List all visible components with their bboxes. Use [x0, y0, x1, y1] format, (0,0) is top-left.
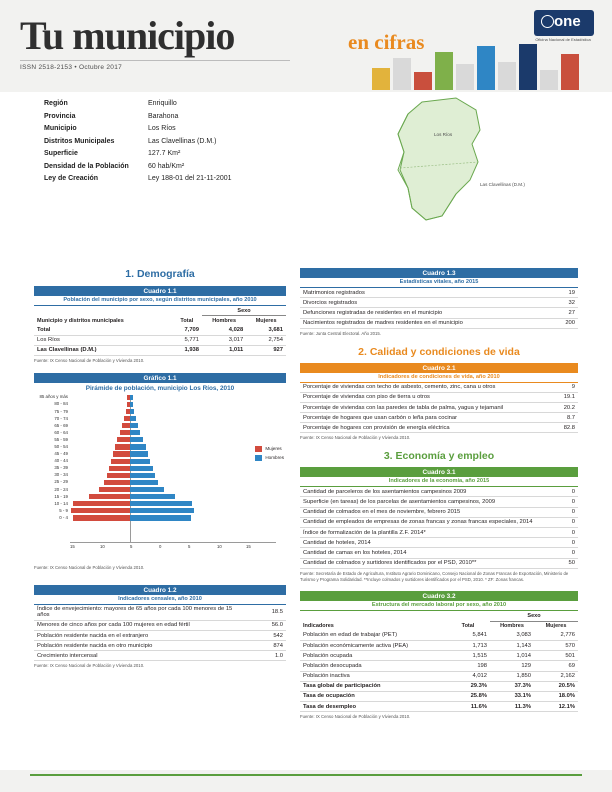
cell-label: Cantidad de parceleros de los asentamientos campesinos 2009: [300, 487, 542, 497]
map-shape: [330, 96, 580, 224]
pyramid-row: [34, 479, 286, 486]
identity-value: Ley 188-01 del 21-11-2001: [148, 175, 232, 182]
cuadro-1-1: [34, 286, 286, 364]
cell-value: 50: [542, 558, 578, 568]
identity-key: Distritos Municipales: [44, 137, 115, 145]
cell-value: 32: [540, 298, 578, 308]
legend-item-mujeres: [255, 446, 284, 452]
cell-hombres: 33.1%: [490, 691, 534, 701]
table-row: [34, 325, 286, 335]
cell-mujeres: 2,754: [246, 335, 286, 345]
identity-row: [44, 125, 294, 132]
bar-hombres: [130, 451, 148, 456]
table-row: [300, 308, 578, 318]
cell-value: 20.2: [540, 402, 578, 412]
logo-text: one: [554, 13, 581, 30]
table-row: [300, 691, 578, 701]
cuadro-1-1-table: [34, 306, 286, 356]
bar-mujeres: [104, 480, 130, 485]
identity-row: [44, 113, 294, 120]
pyramid-row: [34, 465, 286, 472]
pyramid-label: 75 - 79: [54, 408, 68, 414]
table-row: [300, 631, 578, 641]
pyramid-label: 55 - 59: [54, 436, 68, 442]
table-row: [34, 641, 286, 651]
identity-key: Densidad de la Población: [44, 162, 129, 170]
cuadro-2-1: [300, 363, 578, 442]
page-footer: [0, 770, 612, 792]
cuadro-1-2-source: Fuente: IX Censo Nacional de Población y Vivienda 2010.: [34, 663, 145, 669]
cuadro-3-2-source: Fuente: IX Censo Nacional de Población y Vivienda 2010.: [300, 714, 411, 720]
cell-value: 874: [246, 641, 286, 651]
pyramid-label: 0 - 4: [59, 514, 68, 520]
cell-hombres: 1,143: [490, 640, 534, 650]
table-row: [300, 288, 578, 298]
cell-label: Cantidad de colmados y surtidores identificados por el PSD, 2010**: [300, 558, 542, 568]
right-column: [300, 268, 578, 729]
cell-label: Tasa de desempleo: [300, 702, 446, 712]
cell-label: Crecimiento intercensal: [34, 651, 246, 661]
cell-label: Divorcios registrados: [300, 298, 540, 308]
pyramid-label: 10 - 14: [54, 500, 68, 506]
cell-mujeres: 927: [246, 345, 286, 355]
logo-caption: Oficina Nacional de Estadística: [535, 37, 591, 42]
cell-total: 1,515: [446, 651, 490, 661]
grafico-1-1-number: Gráfico 1.1: [34, 373, 286, 383]
xtick: 10: [100, 543, 105, 549]
table-row: [300, 528, 578, 538]
pyramid-row: [34, 493, 286, 500]
cell-total: 7,709: [172, 325, 202, 335]
legend-label-mujeres: Mujeres: [265, 446, 282, 452]
identity-key: Ley de Creación: [44, 175, 99, 182]
cell-hombres: 37.3%: [490, 681, 534, 691]
th-total: Total: [461, 623, 475, 630]
bar-hombres: [130, 494, 175, 499]
cuadro-1-3-title: Estadísticas vitales, año 2015: [300, 278, 578, 288]
cell-label: Índice de formalización de la plantilla Z.F. 2014*: [300, 528, 542, 538]
cell-label: Las Clavellinas (D.M.): [34, 345, 172, 355]
table-row: [300, 298, 578, 308]
cell-total: 29.3%: [446, 681, 490, 691]
cell-value: 18.5: [246, 605, 286, 621]
pyramid-legend: [255, 446, 284, 464]
cuadro-1-1-source: Fuente: IX Censo Nacional de Población y Vivienda 2010.: [34, 357, 145, 363]
table-row: [300, 413, 578, 423]
identity-value: Barahona: [148, 112, 179, 120]
identity-key: Provincia: [44, 112, 76, 120]
cell-value: 0: [542, 538, 578, 548]
table-row: [300, 538, 578, 548]
cell-value: 0: [542, 517, 578, 527]
cuadro-3-1-table: [300, 487, 578, 569]
cuadro-3-2-title: Estructura del mercado laboral por sexo, año 2010: [300, 601, 578, 611]
cuadro-2-1-source: Fuente: IX Censo Nacional de Población y Vivienda 2010.: [300, 435, 411, 441]
bar-hombres: [130, 395, 133, 400]
cell-label: Total: [34, 325, 172, 335]
section-heading-economia: 3. Economía y empleo: [383, 450, 495, 463]
cell-total: 198: [446, 661, 490, 671]
bar-hombres: [130, 501, 192, 506]
cell-total: 25.8%: [446, 691, 490, 701]
cell-mujeres: 69: [534, 661, 578, 671]
table-row: [300, 383, 578, 393]
pyramid-row: [34, 408, 286, 415]
table-row: [300, 671, 578, 681]
header-rule: [20, 60, 290, 61]
bar-hombres: [130, 437, 143, 442]
footer-rule: [30, 774, 582, 776]
pyramid-label: 50 - 54: [54, 443, 68, 449]
table-row: [300, 402, 578, 412]
pyramid-label: 85 años y más: [39, 394, 68, 400]
cell-value: 56.0: [246, 620, 286, 630]
pyramid-label: 65 - 69: [54, 422, 68, 428]
table-row: [34, 605, 286, 621]
cuadro-1-3-source: Fuente: Junta Central Electoral. Año 2015.: [300, 330, 381, 336]
identity-key: Superficie: [44, 150, 78, 157]
pyramid-row: [34, 394, 286, 401]
bar-hombres: [130, 459, 150, 464]
issn-text: ISSN 2518-2153 • Octubre 2017: [20, 64, 123, 71]
cuadro-3-1-number: Cuadro 3.1: [300, 467, 578, 477]
bar-hombres: [130, 515, 191, 520]
pyramid-label: 5 - 9: [59, 507, 68, 513]
pyramid-label: 30 - 34: [54, 472, 68, 478]
cell-value: 9: [540, 383, 578, 393]
th-sexo: Sexo: [202, 306, 286, 316]
cell-total: 11.6%: [446, 702, 490, 712]
cuadro-1-2-title: Indicadores censales, año 2010: [34, 595, 286, 605]
bar-hombres: [130, 444, 146, 449]
pyramid-row: [34, 401, 286, 408]
bar-hombres: [130, 409, 134, 414]
xtick: 0: [159, 543, 162, 549]
xtick: 15: [246, 543, 251, 549]
bar-hombres: [130, 480, 158, 485]
bar-mujeres: [73, 501, 131, 506]
th-indicadores: Indicadores: [303, 623, 334, 630]
table-row: [34, 620, 286, 630]
table-row: [300, 507, 578, 517]
identity-row: [44, 100, 294, 107]
bar-mujeres: [107, 473, 131, 478]
cuadro-3-1-title: Indicadores de la economía, año 2015: [300, 477, 578, 487]
cell-label: Porcentaje de viviendas con piso de tierra u otros: [300, 392, 540, 402]
grafico-1-1-title: Pirámide de población, municipio Los Ríos, 2010: [85, 384, 235, 392]
pyramid-label: 70 - 74: [54, 415, 68, 421]
cuadro-1-3-number: Cuadro 1.3: [300, 268, 578, 278]
map-label-dm: Las Clavellinas (D.M.): [480, 182, 525, 187]
cell-label: Defunciones registradas de residentes en el municipio: [300, 308, 540, 318]
cell-mujeres: 12.1%: [534, 702, 578, 712]
identity-value: Los Ríos: [148, 125, 176, 132]
section-heading-demografia: 1. Demografía: [125, 268, 195, 280]
identity-value: Enriquillo: [148, 100, 177, 107]
cell-label: Índice de envejecimiento: mayores de 65 años por cada 100 menores de 15 años: [34, 605, 246, 621]
cell-hombres: 4,028: [202, 325, 246, 335]
decorative-bars: [372, 44, 602, 90]
cell-label: Población en edad de trabajar (PET): [300, 631, 446, 641]
bar-hombres: [130, 423, 138, 428]
cell-value: 0: [542, 548, 578, 558]
xtick: 5: [188, 543, 191, 549]
cell-label: Los Ríos: [34, 335, 172, 345]
cell-label: Cantidad de hoteles, 2014: [300, 538, 542, 548]
cuadro-1-2-number: Cuadro 1.2: [34, 585, 286, 595]
bar-hombres: [130, 508, 194, 513]
identity-row: [44, 175, 294, 182]
table-row: [34, 630, 286, 640]
identity-key: Municipio: [44, 125, 77, 132]
cell-label: Población inactiva: [300, 671, 446, 681]
cell-label: Población residente nacida en el extranjero: [34, 630, 246, 640]
cell-hombres: 1,011: [202, 345, 246, 355]
pyramid-label: 45 - 49: [54, 451, 68, 457]
cell-hombres: 1,014: [490, 651, 534, 661]
table-row: [300, 487, 578, 497]
th-mujeres: Mujeres: [545, 623, 567, 630]
bar-hombres: [130, 473, 155, 478]
cell-mujeres: 2,776: [534, 631, 578, 641]
table-row: [300, 392, 578, 402]
cell-total: 5,841: [446, 631, 490, 641]
pyramid-row: [34, 514, 286, 521]
th-hombres: Hombres: [212, 317, 237, 324]
cell-mujeres: 3,681: [246, 325, 286, 335]
table-row: [300, 517, 578, 527]
pyramid-row: [34, 507, 286, 514]
pyramid-row: [34, 458, 286, 465]
table-row: [34, 651, 286, 661]
cuadro-1-3-table: [300, 288, 578, 329]
bar-hombres: [130, 402, 133, 407]
cuadro-2-1-table: [300, 383, 578, 434]
table-row: [300, 681, 578, 691]
cell-label: Porcentaje de viviendas con las paredes de tabla de palma, yagua y tejamanil: [300, 402, 540, 412]
cell-label: Cantidad de camas en los hoteles, 2014: [300, 548, 542, 558]
cell-value: 0: [542, 487, 578, 497]
table-row: [300, 661, 578, 671]
cuadro-3-2-number: Cuadro 3.2: [300, 591, 578, 601]
cuadro-1-2-table: [34, 605, 286, 662]
cell-hombres: 3,017: [202, 335, 246, 345]
table-row: [300, 651, 578, 661]
table-row: [300, 423, 578, 433]
pyramid-row: [34, 436, 286, 443]
cuadro-3-1-source: Fuente: Secretaría de Estado de Agricultura, Instituto Agrario Dominicano, Consejo Nacional de Zonas Francas de Exportación, Ministerio de Turismo y Programa Solidaridad. **Incluye colmados y surtidores identificados por el PSD, 2010. * ZF: Zonas francas.: [300, 570, 569, 582]
cuadro-2-1-title: Indicadores de condiciones de vida, año 2010: [300, 373, 578, 383]
identity-key: Región: [44, 100, 68, 107]
cell-label: Menores de cinco años por cada 100 mujeres en edad fértil: [34, 620, 246, 630]
bar-mujeres: [99, 487, 131, 492]
bar-mujeres: [122, 423, 131, 428]
logo-circle-icon: [541, 15, 554, 28]
cell-value: 19.1: [540, 392, 578, 402]
identity-value: 127.7 Km²: [148, 150, 181, 157]
cuadro-3-1: [300, 467, 578, 582]
bar-mujeres: [111, 459, 130, 464]
cell-hombres: 3,083: [490, 631, 534, 641]
cuadro-2-1-number: Cuadro 2.1: [300, 363, 578, 373]
cell-value: 0: [542, 497, 578, 507]
cell-value: 19: [540, 288, 578, 298]
bar-hombres: [130, 430, 140, 435]
cell-value: 27: [540, 308, 578, 318]
pyramid-row: [34, 486, 286, 493]
pyramid-row: [34, 500, 286, 507]
bar-mujeres: [89, 494, 130, 499]
cell-mujeres: 570: [534, 640, 578, 650]
bar-mujeres: [120, 430, 131, 435]
cell-label: Población desocupada: [300, 661, 446, 671]
pyramid-x-axis: [70, 542, 276, 543]
one-logo: [534, 10, 594, 36]
bar-mujeres: [115, 444, 130, 449]
bar-hombres: [130, 466, 153, 471]
cell-label: Porcentaje de hogares que usan carbón o leña para cocinar: [300, 413, 540, 423]
cell-value: 200: [540, 318, 578, 328]
cell-hombres: 129: [490, 661, 534, 671]
legend-swatch-hombres: [255, 455, 262, 461]
identity-value: 60 hab/Km²: [148, 162, 185, 170]
cell-total: 1,713: [446, 640, 490, 650]
cell-label: Cantidad de colmados en el mes de noviembre, febrero 2015: [300, 507, 542, 517]
table-row: [34, 345, 286, 355]
identity-row: [44, 150, 294, 157]
cell-label: Cantidad de empleados de empresas de zonas francas y zonas francas especiales, 2014: [300, 517, 542, 527]
cell-label: Tasa global de participación: [300, 681, 446, 691]
cell-mujeres: 501: [534, 651, 578, 661]
table-row: [300, 640, 578, 650]
pyramid-label: 15 - 19: [54, 493, 68, 499]
cuadro-1-1-title: Población del municipio por sexo, según distritos municipales, año 2010: [34, 296, 286, 306]
cell-label: Porcentaje de hogares con provisión de energía eléctrica: [300, 423, 540, 433]
pyramid-label: 35 - 39: [54, 465, 68, 471]
legend-item-hombres: [255, 455, 284, 461]
cell-label: Población residente nacida en otro municipio: [34, 641, 246, 651]
pyramid-label: 40 - 44: [54, 458, 68, 464]
left-column: [34, 268, 286, 678]
cell-label: Tasa de ocupación: [300, 691, 446, 701]
cuadro-1-3: [300, 268, 578, 337]
table-row: [34, 335, 286, 345]
cell-label: Población económicamente activa (PEA): [300, 640, 446, 650]
th-hombres: Hombres: [500, 623, 524, 630]
identity-row: [44, 163, 294, 170]
cell-hombres: 11.3%: [490, 702, 534, 712]
cell-hombres: 1,850: [490, 671, 534, 681]
cell-value: 542: [246, 630, 286, 640]
bar-mujeres: [113, 451, 130, 456]
cell-label: Porcentaje de viviendas con techo de asbesto, cemento, zinc, cana u otros: [300, 383, 540, 393]
pyramid-label: 25 - 29: [54, 479, 68, 485]
xtick: 15: [70, 543, 75, 549]
pyramid-row: [34, 429, 286, 436]
bar-mujeres: [117, 437, 130, 442]
table-row: [300, 318, 578, 328]
cuadro-1-2: [34, 585, 286, 670]
cell-label: Superficie (en tareas) de los parcelas de asentamientos campesinos, 2009: [300, 497, 542, 507]
pyramid-row: [34, 422, 286, 429]
map-label-municipio: Los Ríos: [434, 132, 453, 137]
cell-mujeres: 20.5%: [534, 681, 578, 691]
pyramid-row: [34, 443, 286, 450]
bar-mujeres: [109, 466, 131, 471]
cell-mujeres: 18.0%: [534, 691, 578, 701]
page-subtitle: en cifras: [348, 30, 425, 54]
pyramid-row: [34, 472, 286, 479]
cell-value: 1.0: [246, 651, 286, 661]
cell-total: 5,771: [172, 335, 202, 345]
th-mujeres: Mujeres: [255, 317, 277, 324]
municipality-map: [330, 96, 580, 226]
table-row: [300, 497, 578, 507]
pyramid-label: 60 - 64: [54, 429, 68, 435]
cell-total: 1,938: [172, 345, 202, 355]
table-row: [300, 548, 578, 558]
pyramid-label: 20 - 24: [54, 486, 68, 492]
cell-mujeres: 2,162: [534, 671, 578, 681]
table-row: [300, 558, 578, 568]
section-heading-calidad: 2. Calidad y condiciones de vida: [358, 345, 520, 358]
population-pyramid: [34, 394, 286, 559]
cell-value: 0: [542, 528, 578, 538]
grafico-1-1-source: Fuente: IX Censo Nacional de Población y Vivienda 2010.: [34, 564, 145, 570]
cuadro-3-2-table: [300, 611, 578, 712]
cell-value: 82.8: [540, 423, 578, 433]
pyramid-label: 80 - 84: [54, 401, 68, 407]
pyramid-row: [34, 415, 286, 422]
identity-value: Las Clavellinas (D.M.): [148, 137, 217, 145]
table-row: [300, 702, 578, 712]
grafico-1-1: [34, 373, 286, 571]
bar-hombres: [130, 416, 136, 421]
legend-label-hombres: Hombres: [265, 455, 284, 461]
cell-label: Población ocupada: [300, 651, 446, 661]
bar-mujeres: [71, 508, 130, 513]
page-title: Tu municipio: [20, 13, 235, 58]
cell-label: Nacimientos registrados de madres residentes en el municipio: [300, 318, 540, 328]
cell-value: 8.7: [540, 413, 578, 423]
pyramid-row: [34, 450, 286, 457]
cuadro-1-1-number: Cuadro 1.1: [34, 286, 286, 296]
legend-swatch-mujeres: [255, 446, 262, 452]
bar-mujeres: [73, 515, 130, 520]
cell-total: 4,012: [446, 671, 490, 681]
th-sexo: Sexo: [490, 611, 578, 621]
th-total: Total: [180, 317, 194, 324]
cell-label: Matrimonios registrados: [300, 288, 540, 298]
cuadro-3-2: [300, 591, 578, 720]
cell-value: 0: [542, 507, 578, 517]
identity-row: [44, 138, 294, 145]
xtick: 10: [217, 543, 222, 549]
page-header: [0, 0, 612, 92]
municipality-identity: [44, 100, 294, 188]
bar-hombres: [130, 487, 164, 492]
xtick: 5: [130, 543, 133, 549]
th-municipio: Municipio y distritos municipales: [37, 317, 124, 324]
